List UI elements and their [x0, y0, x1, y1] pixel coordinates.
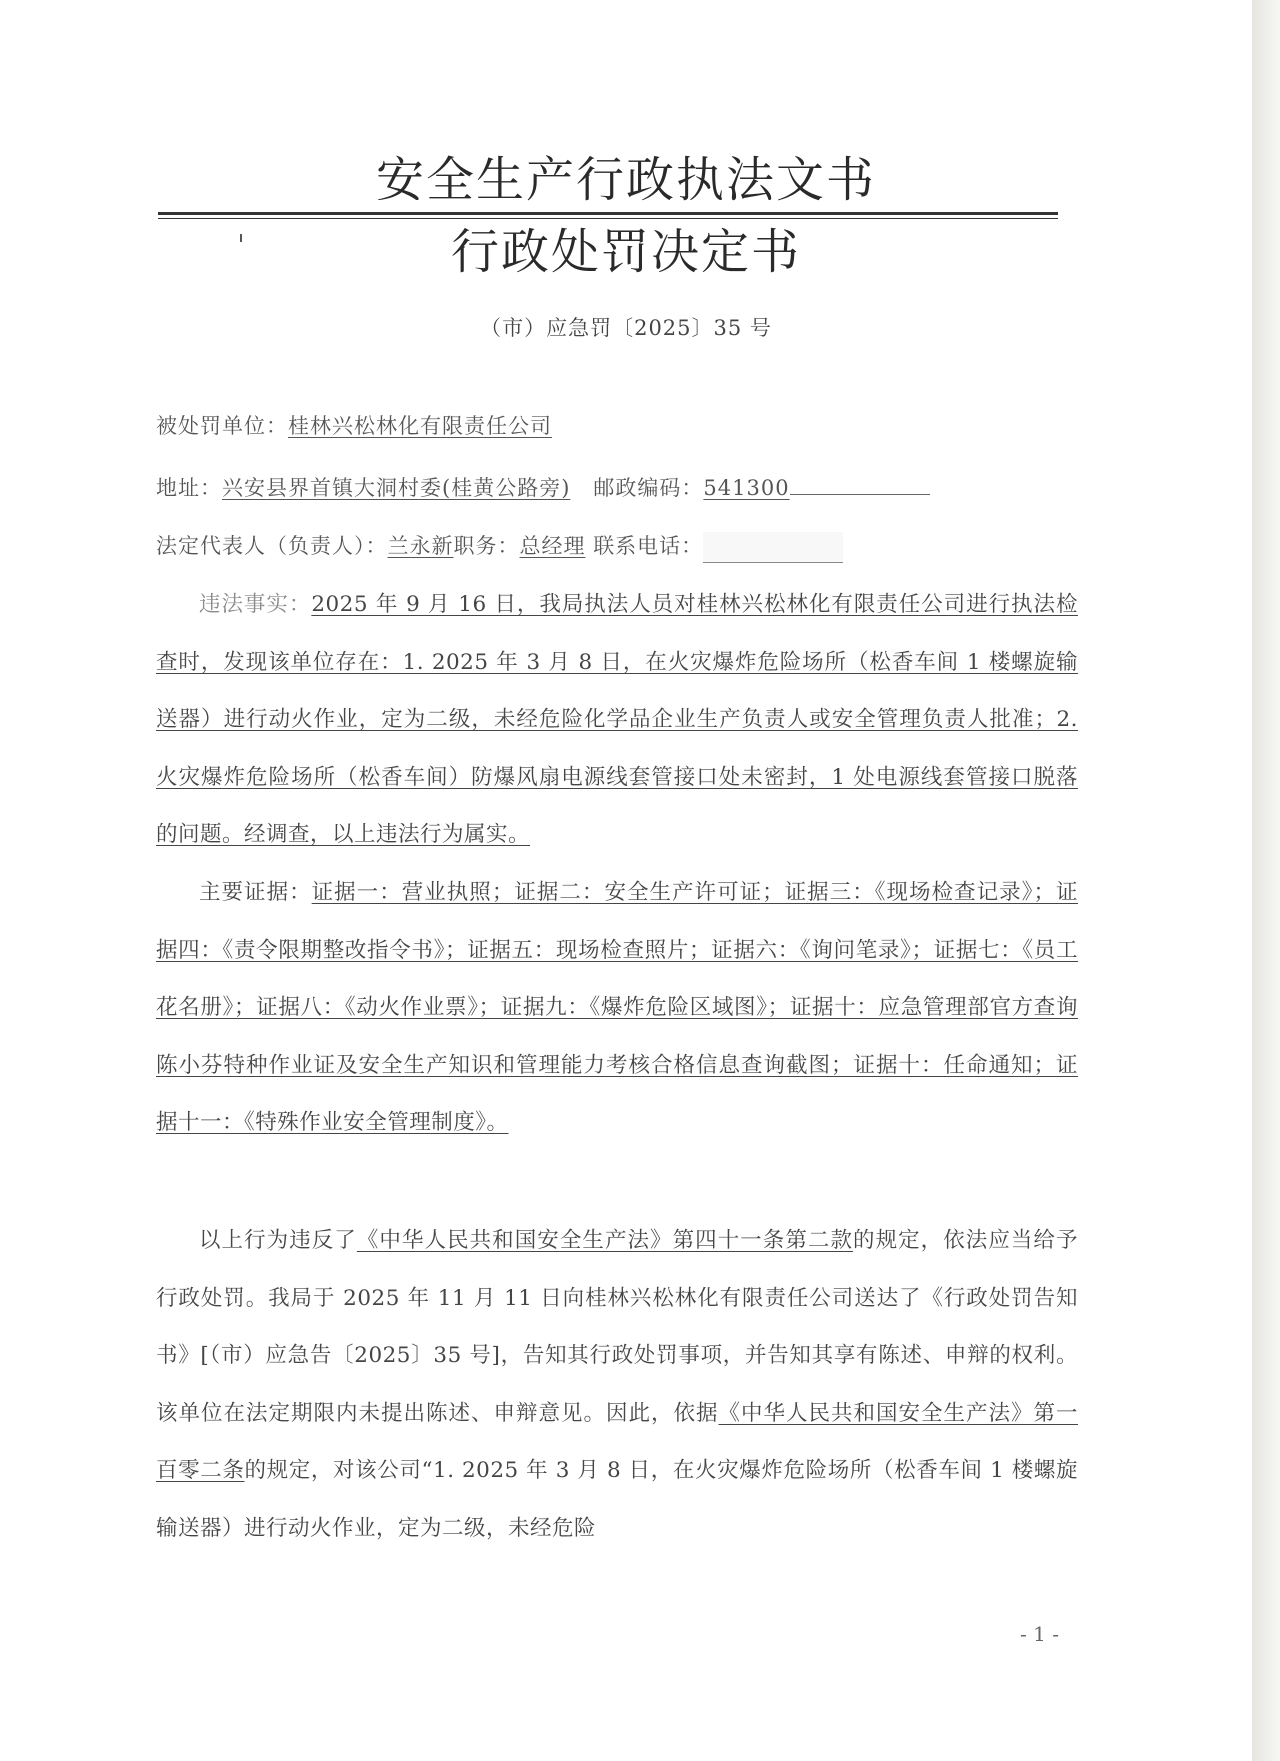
title-rule-thin [158, 218, 1058, 219]
decision-p2: 的规定，依法应当给予行政处罚。我局于 2025 年 11 月 11 日向桂林兴松林化有限责任公司送达了《行政处罚告知书》[（市）应急告〔2025〕35 号]，告知其行政处罚事项，并告知其享有陈述、申辩的权利。该单位在法定期限内未提出陈述、申辩意见。因此，依据 [156, 1228, 1078, 1426]
evidence-paragraph [156, 864, 1078, 1152]
postal-underline [790, 493, 930, 495]
decision-law1: 《中华人民共和国安全生产法》第四十一条第二款 [356, 1228, 854, 1253]
address-value: 兴安县界首镇大洞村委(桂黄公路旁) [222, 476, 571, 500]
facts-text: 2025 年 9 月 16 日，我局执法人员对桂林兴松林化有限责任公司进行执法检查时，发现该单位存在：1. 2025 年 3 月 8 日，在火灾爆炸危险场所（松香车间 1 楼螺旋输送器）进行动火作业，定为二级，未经危险化学品企业生产负责人或安全管理负责人批准；2. 火灾爆炸危险场所（松香车间）防爆风扇电源线套管接口处未密封，1 处电源线套管接口脱落的问题。经调查，以上违法行为属实。 [156, 592, 1078, 847]
decision-paragraph [156, 1212, 1078, 1557]
party-label: 被处罚单位： [156, 414, 288, 438]
document-title: 安全生产行政执法文书 [375, 152, 876, 208]
rep-label: 法定代表人（负责人）： [156, 534, 388, 558]
postal-value: 541300 [703, 476, 790, 500]
scan-edge [1252, 0, 1280, 1761]
facts-paragraph [156, 576, 1078, 864]
page-number: - 1 - [1020, 1622, 1059, 1646]
decision-law2: 《中华人民共和国安全生产法》第一百零二条 [156, 1400, 1078, 1483]
address-label: 地址： [156, 476, 222, 500]
decision-p3: 的规定，对该公司“1. 2025 年 3 月 8 日，在火灾爆炸危险场所（松香车间 1 楼螺旋输送器）进行动火作业，定为二级，未经危险 [156, 1458, 1078, 1541]
evidence-label: 主要证据： [199, 880, 312, 905]
position-value: 总经理 [519, 534, 586, 558]
decision-p1: 以上行为违反了 [199, 1228, 357, 1253]
evidence-text: 证据一：营业执照；证据二：安全生产许可证；证据三：《现场检查记录》；证据四：《责令限期整改指令书》；证据五：现场检查照片；证据六：《询问笔录》；证据七：《员工花名册》；证据八：《动火作业票》；证据九：《爆炸危险区域图》；证据十：应急管理部官方查询陈小芬特种作业证及安全生产知识和管理能力考核合格信息查询截图；证据十：任命通知；证据十一：《特殊作业安全管理制度》。 [156, 880, 1078, 1135]
representative-field [156, 530, 843, 563]
rep-value: 兰永新 [387, 534, 454, 558]
postal-label: 邮政编码： [593, 476, 704, 500]
party-field [156, 410, 552, 440]
party-value: 桂林兴松林化有限责任公司 [288, 414, 552, 438]
facts-label: 违法事实： [199, 592, 312, 617]
document-number: （市）应急罚〔2025〕35 号 [480, 316, 772, 340]
address-field [156, 472, 930, 502]
position-label: 职务： [453, 534, 520, 558]
phone-label: 联系电话： [593, 534, 704, 558]
phone-redacted [703, 532, 843, 563]
document-subtitle: 行政处罚决定书 [450, 224, 801, 280]
title-rule-thick [158, 212, 1058, 215]
